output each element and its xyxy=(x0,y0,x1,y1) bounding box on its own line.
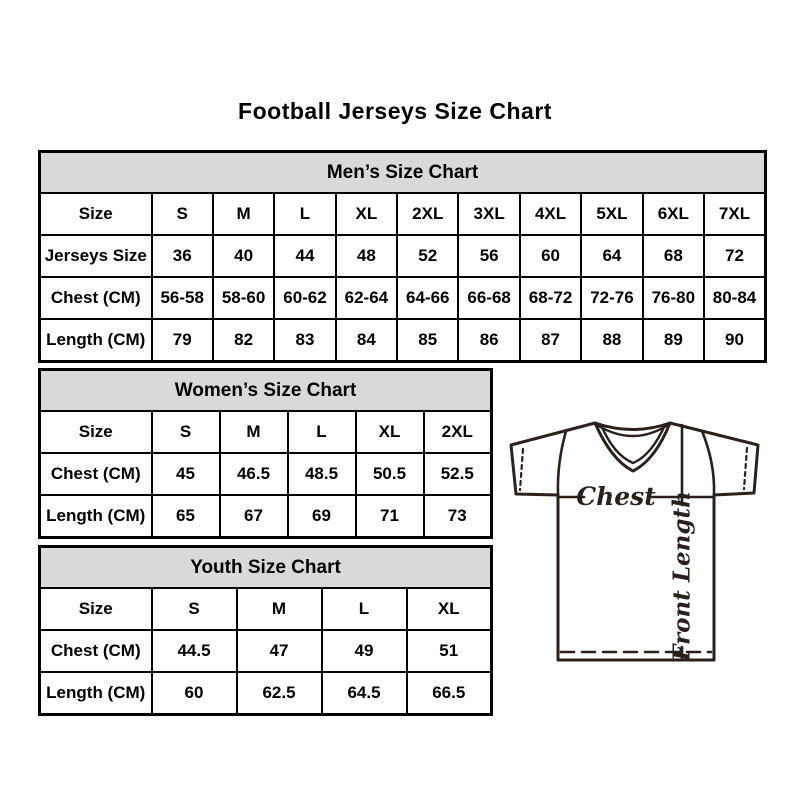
value-cell: 64.5 xyxy=(322,672,407,715)
row-label: Length (CM) xyxy=(40,672,152,715)
table-row xyxy=(40,235,766,277)
size-cell: S xyxy=(152,411,220,453)
value-cell: 82 xyxy=(213,319,274,362)
size-cell: L xyxy=(274,193,335,235)
table-header-row xyxy=(40,152,766,194)
size-cell: M xyxy=(213,193,274,235)
value-cell: 44 xyxy=(274,235,335,277)
left-cuff-dashed-line xyxy=(520,449,523,490)
size-cell: M xyxy=(237,588,322,630)
value-cell: 66-68 xyxy=(458,277,519,319)
value-cell: 71 xyxy=(356,495,424,538)
value-cell: 62-64 xyxy=(336,277,397,319)
value-cell: 49 xyxy=(322,630,407,672)
row-label: Size xyxy=(40,411,152,453)
value-cell: 56 xyxy=(458,235,519,277)
womens-table-title: Women’s Size Chart xyxy=(40,370,492,412)
value-cell: 52 xyxy=(397,235,458,277)
youth-table-title: Youth Size Chart xyxy=(40,547,492,589)
jersey-measurement-diagram xyxy=(498,398,790,693)
value-cell: 36 xyxy=(152,235,213,277)
table-row xyxy=(40,319,766,362)
value-cell: 45 xyxy=(152,453,220,495)
row-label: Chest (CM) xyxy=(40,453,152,495)
youth-size-table xyxy=(38,545,493,716)
value-cell: 46.5 xyxy=(220,453,288,495)
size-cell: 5XL xyxy=(581,193,642,235)
size-cell: 7XL xyxy=(704,193,765,235)
value-cell: 48 xyxy=(336,235,397,277)
value-cell: 83 xyxy=(274,319,335,362)
value-cell: 56-58 xyxy=(152,277,213,319)
value-cell: 64-66 xyxy=(397,277,458,319)
row-label: Size xyxy=(40,588,152,630)
value-cell: 90 xyxy=(704,319,765,362)
value-cell: 67 xyxy=(220,495,288,538)
row-label: Length (CM) xyxy=(40,495,152,538)
row-label: Size xyxy=(40,193,152,235)
value-cell: 80-84 xyxy=(704,277,765,319)
table-row xyxy=(40,588,492,630)
value-cell: 73 xyxy=(424,495,492,538)
size-cell: 6XL xyxy=(643,193,704,235)
value-cell: 60-62 xyxy=(274,277,335,319)
value-cell: 84 xyxy=(336,319,397,362)
size-cell: XL xyxy=(336,193,397,235)
size-cell: L xyxy=(288,411,356,453)
size-cell: S xyxy=(152,588,237,630)
table-row xyxy=(40,193,766,235)
value-cell: 87 xyxy=(520,319,581,362)
right-cuff-dashed-line xyxy=(744,448,747,489)
value-cell: 51 xyxy=(407,630,492,672)
value-cell: 68 xyxy=(643,235,704,277)
mens-table-title: Men’s Size Chart xyxy=(40,152,766,194)
value-cell: 47 xyxy=(237,630,322,672)
table-row xyxy=(40,672,492,715)
front-length-label: Front Length xyxy=(668,491,696,661)
size-cell: 2XL xyxy=(397,193,458,235)
value-cell: 64 xyxy=(581,235,642,277)
value-cell: 52.5 xyxy=(424,453,492,495)
table-header-row xyxy=(40,370,492,412)
page-title: Football Jerseys Size Chart xyxy=(238,98,552,124)
size-cell: XL xyxy=(407,588,492,630)
value-cell: 89 xyxy=(643,319,704,362)
table-row xyxy=(40,277,766,319)
left-sleeve-seam xyxy=(558,431,566,494)
size-cell: S xyxy=(152,193,213,235)
value-cell: 40 xyxy=(213,235,274,277)
jersey-outline-icon xyxy=(511,423,758,660)
value-cell: 65 xyxy=(152,495,220,538)
mens-size-table xyxy=(38,150,767,363)
value-cell: 72 xyxy=(704,235,765,277)
value-cell: 48.5 xyxy=(288,453,356,495)
table-header-row xyxy=(40,547,492,589)
chest-label: Chest xyxy=(576,482,656,511)
size-cell: 2XL xyxy=(424,411,492,453)
value-cell: 68-72 xyxy=(520,277,581,319)
value-cell: 66.5 xyxy=(407,672,492,715)
value-cell: 76-80 xyxy=(643,277,704,319)
value-cell: 60 xyxy=(152,672,237,715)
table-row xyxy=(40,495,492,538)
table-row xyxy=(40,411,492,453)
value-cell: 72-76 xyxy=(581,277,642,319)
size-cell: XL xyxy=(356,411,424,453)
row-label: Chest (CM) xyxy=(40,630,152,672)
size-cell: L xyxy=(322,588,407,630)
value-cell: 69 xyxy=(288,495,356,538)
value-cell: 44.5 xyxy=(152,630,237,672)
right-sleeve-seam xyxy=(702,431,714,494)
size-cell: M xyxy=(220,411,288,453)
value-cell: 86 xyxy=(458,319,519,362)
value-cell: 50.5 xyxy=(356,453,424,495)
size-cell: 3XL xyxy=(458,193,519,235)
womens-size-table xyxy=(38,368,493,539)
value-cell: 85 xyxy=(397,319,458,362)
size-cell: 4XL xyxy=(520,193,581,235)
row-label: Chest (CM) xyxy=(40,277,152,319)
row-label: Length (CM) xyxy=(40,319,152,362)
value-cell: 62.5 xyxy=(237,672,322,715)
value-cell: 60 xyxy=(520,235,581,277)
table-row xyxy=(40,630,492,672)
value-cell: 58-60 xyxy=(213,277,274,319)
row-label: Jerseys Size xyxy=(40,235,152,277)
value-cell: 79 xyxy=(152,319,213,362)
value-cell: 88 xyxy=(581,319,642,362)
table-row xyxy=(40,453,492,495)
